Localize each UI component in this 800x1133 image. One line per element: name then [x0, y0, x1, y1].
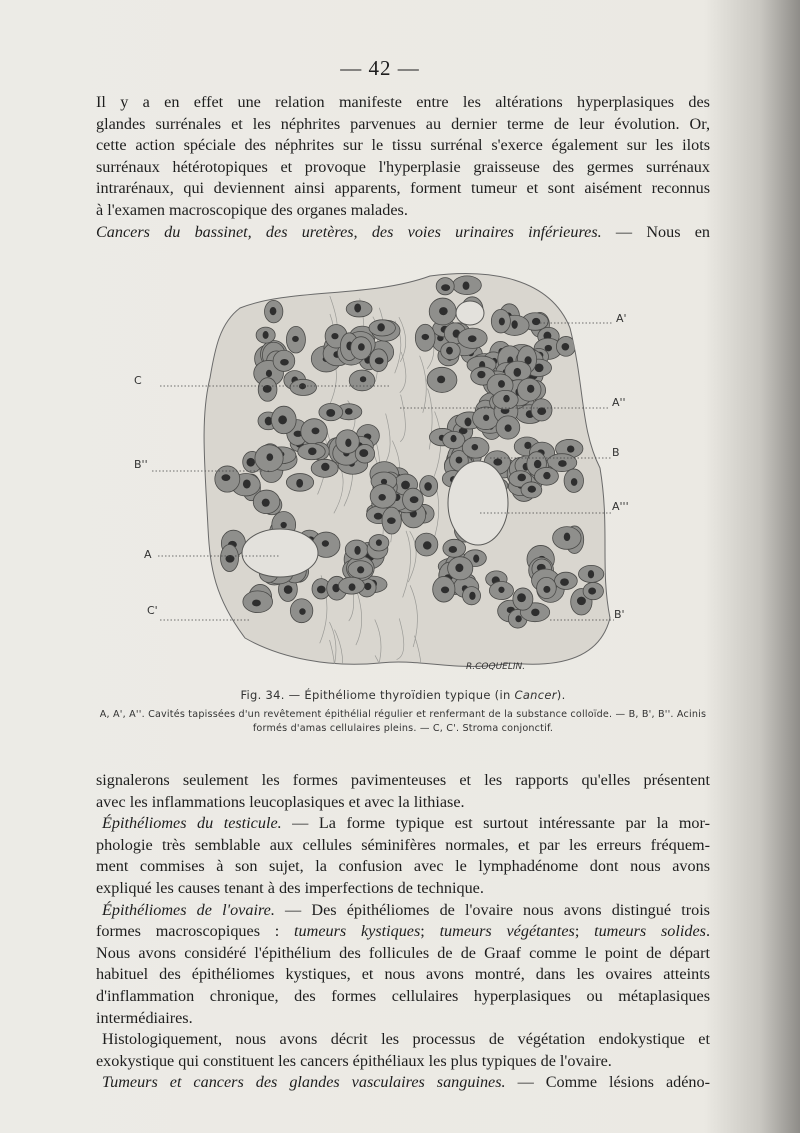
text-line [96, 222, 710, 244]
text-line [96, 813, 710, 835]
text-line: exokystique qui constituent les cancers épithéliaux les plus typiques de l'ovaire. [96, 1051, 612, 1070]
legend-line: formés d'amas cellulaires pleins. — C, C'. Stroma conjonctif. [252, 723, 554, 734]
text-line: intrarénaux, qui deviennent ainsi apparents, forment tumeur et sont aisément reconnus [96, 179, 710, 198]
figure-histology [130, 268, 630, 688]
label-b-double: B'' [134, 458, 148, 471]
page-number: — 42 — [340, 56, 420, 80]
text-fragment: — La forme typique est surtout intéressante par la mor- [281, 814, 710, 833]
label-a: A [144, 548, 152, 561]
section-heading: Tumeurs et cancers des glandes vasculaires sanguines. [102, 1073, 506, 1092]
bottom-paragraphs [96, 770, 710, 1094]
text-line: signalerons seulement les formes pavimenteuses et les rapports qu'elles présentent [96, 771, 710, 789]
text-line: à l'examen macroscopique des organes malades. [96, 200, 408, 219]
text-fragment: . [705, 922, 711, 941]
label-a-double: A'' [612, 396, 626, 409]
figure-caption [96, 688, 710, 736]
artist-signature: R.COQUELIN. [466, 662, 526, 672]
text-fragment: — Comme lésions adéno- [505, 1073, 711, 1092]
text-fragment: — Nous en [601, 222, 710, 241]
label-c: C [134, 374, 142, 387]
text-fragment: — Des épithéliomes de l'ovaire nous avons distingué trois [274, 900, 710, 919]
text-fragment: formes macroscopiques : [96, 922, 295, 941]
caption-legend [96, 708, 710, 736]
caption-italic: Cancer [514, 688, 557, 702]
label-a-prime: A' [616, 312, 627, 325]
text-line: cette action spéciale des néphrites sur le tissu surrénal s'exerce également sur les ilots [96, 136, 710, 155]
text-line: phologie très semblable aux cellules séminifères normales, et par les erreurs fréquem- [96, 835, 710, 854]
text-line: expliqué les causes tenant à des imperfections de technique. [96, 878, 484, 897]
section-heading: Épithéliomes du testicule. [102, 814, 282, 833]
text-line [96, 900, 710, 922]
text-line: Il y a en effet une relation manifeste entre les altérations hyperplasiques des [96, 93, 710, 111]
text-line: surrénaux hétérotopiques et provoque l'hyperplasie graisseuse des germes surrénaux [96, 157, 710, 176]
label-c-prime: C' [147, 604, 158, 617]
text-line [96, 1072, 710, 1094]
text-line: ment commises à son sujet, la confusion avec le lymphadénome dont nous avons [96, 857, 710, 876]
top-paragraph [96, 92, 710, 243]
histology-illustration [130, 268, 630, 688]
text-fragment: ; [420, 922, 440, 941]
text-line: glandes surrénales et les néphrites parvenues au dernier terme de leur évolution. Or, [96, 114, 710, 133]
text-fragment: ; [574, 922, 595, 941]
caption-text: Fig. 34. — Épithéliome thyroïdien typique (in [240, 688, 515, 702]
caption-title [96, 688, 710, 702]
text-line: avec les inflammations leucoplasiques et avec la lithiase. [96, 792, 465, 811]
text-line: Nous avons considéré l'épithélium des follicules de de Graaf comme le point de départ [96, 943, 710, 962]
text-line [96, 921, 710, 943]
section-heading: Cancers du bassinet, des uretères, des voies urinaires inférieures. [96, 222, 602, 241]
text-italic: tumeurs kystiques [294, 922, 421, 941]
text-italic: tumeurs solides [594, 922, 706, 941]
legend-line: A, A', A''. Cavités tapissées d'un revêtement épithélial régulier et renfermant de la substance colloïde. — B, B', B''. Acinis [99, 709, 707, 720]
label-a-triple: A''' [612, 500, 629, 513]
text-italic: tumeurs végétantes [439, 922, 575, 941]
text-line: Histologiquement, nous avons décrit les processus de végétation endokystique et [102, 1030, 710, 1049]
label-b-prime: B' [614, 608, 625, 621]
text-line: d'inflammation chronique, des formes cellulaires hyperplasiques ou métaplasiques [96, 986, 710, 1005]
text-line: intermédiaires. [96, 1008, 193, 1027]
text-line: habituel des épithéliomes kystiques, et nous avons montré, dans les ovaires atteints [96, 965, 710, 984]
caption-text: ). [556, 688, 566, 702]
label-b: B [612, 446, 620, 459]
section-heading: Épithéliomes de l'ovaire. [102, 900, 275, 919]
